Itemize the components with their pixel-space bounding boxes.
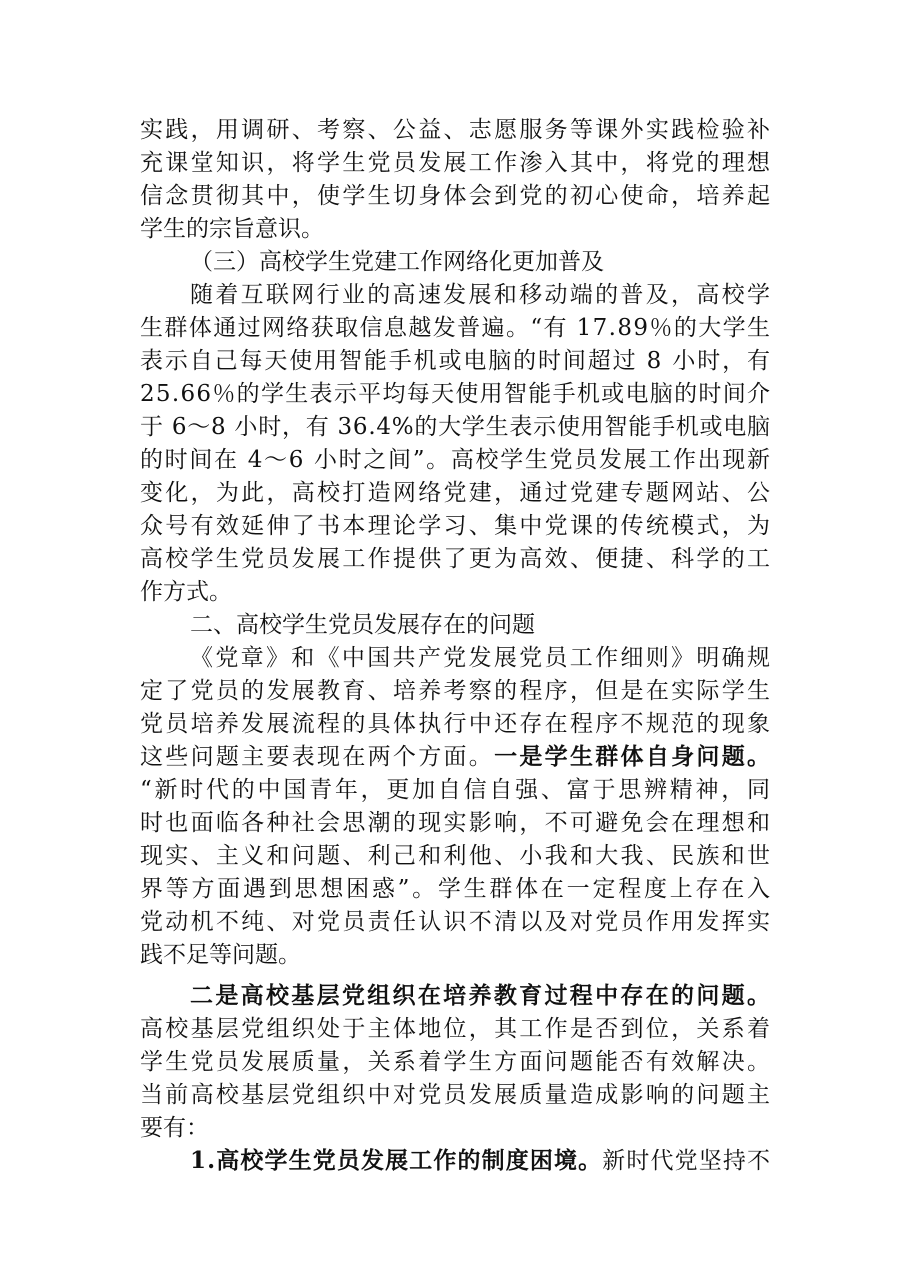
bold-text-run: 1.高校学生党员发展工作的制度困境。 [190,1147,603,1174]
text-line [140,706,899,742]
text-line [190,244,899,280]
bold-text-run: 一是学生群体自身问题。 [494,743,773,770]
text-run: 现实、主义和问题、利己和利他、小我和大我、民族和世 [140,843,773,869]
text-run: “新时代的中国青年，更加自信自强、富于思辨精神，同 [140,777,773,803]
text-line [140,475,899,511]
text-line [140,541,899,577]
text-run: 生群体通过网络获取信息越发普遍。“有 17.89％的大学生 [140,315,772,341]
text-line [140,1077,899,1113]
text-run: 变化，为此，高校打造网络党建，通过党建专题网站、公 [140,480,773,506]
text-run: 要有： [140,1115,209,1141]
text-line [140,508,899,544]
text-line [140,739,899,775]
text-run: 当前高校基层党组织中对党员发展质量造成影响的问题主 [140,1082,773,1108]
text-line [140,376,899,412]
text-line [190,277,899,313]
text-line [140,805,899,841]
text-line [140,409,899,445]
text-line [140,673,899,709]
text-run: 学生党员发展质量，关系着学生方面问题能否有效解决。 [140,1049,773,1075]
text-line [140,574,899,610]
text-line [190,978,899,1014]
text-run: 这些问题主要表现在两个方面。 [140,744,495,770]
text-line [140,1044,899,1080]
text-line [140,1011,899,1047]
text-line [140,1110,899,1146]
text-run: 党动机不纯、对党员责任认识不清以及对党员作用发挥实 [140,909,773,935]
text-run: 于 6～8 小时，有 36.4%的大学生表示使用智能手机或电脑 [140,414,771,440]
text-line [140,937,899,973]
text-run: 众号有效延伸了书本理论学习、集中党课的传统模式，为 [140,513,773,539]
text-run: 新时代党坚持不 [602,1148,772,1174]
text-run: 25.66％的学生表示平均每天使用智能手机或电脑的时间介 [140,381,772,407]
text-line [140,442,899,478]
text-run: 《党章》和《中国共产党发展党员工作细则》明确规 [190,645,773,671]
text-run: 高校学生党员发展工作提供了更为高效、便捷、科学的工 [140,546,773,572]
text-line [140,343,899,379]
text-run: 定了党员的发展教育、培养考察的程序，但是在实际学生 [140,678,773,704]
text-line [190,1143,899,1179]
text-run: 学生的宗旨意识。 [140,216,324,242]
text-run: 作方式。 [140,579,232,605]
text-run: 时也面临各种社会思潮的现实影响，不可避免会在理想和 [140,810,773,836]
text-run: 党员培养发展流程的具体执行中还存在程序不规范的现象 [140,711,773,737]
text-line [140,178,899,214]
text-run: 充课堂知识，将学生党员发展工作渗入其中，将党的理想 [140,150,773,176]
bold-text-run: 二是高校基层党组织在培养教育过程中存在的问题。 [190,982,773,1009]
text-line [140,904,899,940]
text-run: 表示自己每天使用智能手机或电脑的时间超过 8 小时，有 [140,348,772,374]
text-run: 界等方面遇到思想困惑”。学生群体在一定程度上存在入 [140,876,773,902]
text-line [190,607,899,643]
text-line [140,871,899,907]
text-run: 信念贯彻其中，使学生切身体会到党的初心使命，培养起 [140,183,773,209]
text-line [140,145,899,181]
text-run: 践不足等问题。 [140,942,301,968]
text-run: 随着互联网行业的高速发展和移动端的普及，高校学 [190,282,773,308]
text-run: 实践，用调研、考察、公益、志愿服务等课外实践检验补 [140,117,773,143]
text-run: 高校基层党组织处于主体地位，其工作是否到位，关系着 [140,1016,773,1042]
text-line [140,211,899,247]
text-line [140,310,899,346]
text-run: 二、高校学生党员发展存在的问题 [190,612,535,638]
text-run: （三）高校学生党建工作网络化更加普及 [190,249,604,275]
text-line [190,640,899,676]
text-run: 的时间在 4～6 小时之间”。高校学生党员发展工作出现新 [140,447,772,473]
text-line [140,838,899,874]
text-line [140,772,899,808]
text-line [140,112,899,148]
